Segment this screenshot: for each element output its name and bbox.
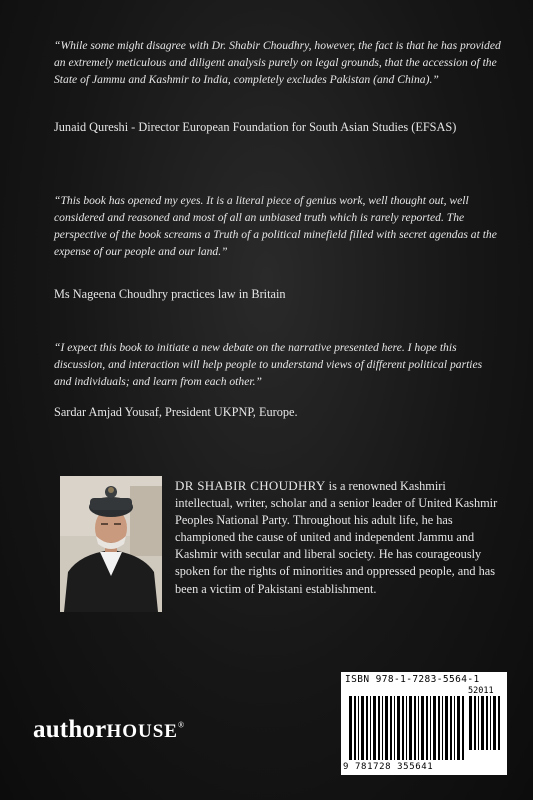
barcode-number: 9 781728 355641: [343, 762, 434, 772]
attribution-3: Sardar Amjad Yousaf, President UKPNP, Europe.: [54, 405, 298, 419]
publisher-logo: [33, 716, 184, 744]
isbn-label: ISBN 978-1-7283-5564-1: [345, 674, 480, 685]
price-bars: [469, 696, 503, 750]
barcode-box: [341, 672, 507, 775]
logo-house: HOUSE: [106, 721, 178, 742]
barcode-bars: [349, 696, 467, 760]
author-bio: [175, 477, 505, 598]
attribution-1: Junaid Qureshi - Director European Foundation for South Asian Studies (EFSAS): [54, 120, 457, 134]
quote-2: “This book has opened my eyes. It is a literal piece of genius work, well thought out, well considered and reasoned and most of all an unbiased truth which is rarely reported. The perspective of the book screams a Truth of a political minefield filled with secret agendas at the expense of our people and our land.”: [54, 194, 497, 258]
attribution-2: Ms Nageena Choudhry practices law in Britain: [54, 287, 286, 301]
price-code: 52011: [468, 686, 494, 696]
quote-3: “I expect this book to initiate a new debate on the narrative presented here. I hope this discussion, and interaction will help people to understand views of different political parties and individuals; and learn from each other.”: [54, 341, 483, 388]
logo-trademark: ®: [177, 720, 185, 730]
author-name: DR SHABIR CHOUDHRY: [175, 478, 326, 493]
quote-1: “While some might disagree with Dr. Shabir Choudhry, however, the fact is that he has provided an extremely meticulous and diligent analysis purely on legal grounds, that the accession of the State of Jammu and Kashmir to India, completely excludes Pakistan (and China).”: [54, 39, 501, 86]
author-photo: [60, 476, 162, 612]
author-bio-text: is a renowned Kashmiri intellectual, writer, scholar and a senior leader of United Kashmir Peoples National Party. Throughout his adult life, he has championed the cause of united and independent Jammu and Kashmir with secular and liberal society. He has courageously spoken for the rights of minorities and oppressed people, and has been a victim of Pakistani establishment.: [175, 479, 498, 596]
logo-author: author: [33, 716, 107, 743]
